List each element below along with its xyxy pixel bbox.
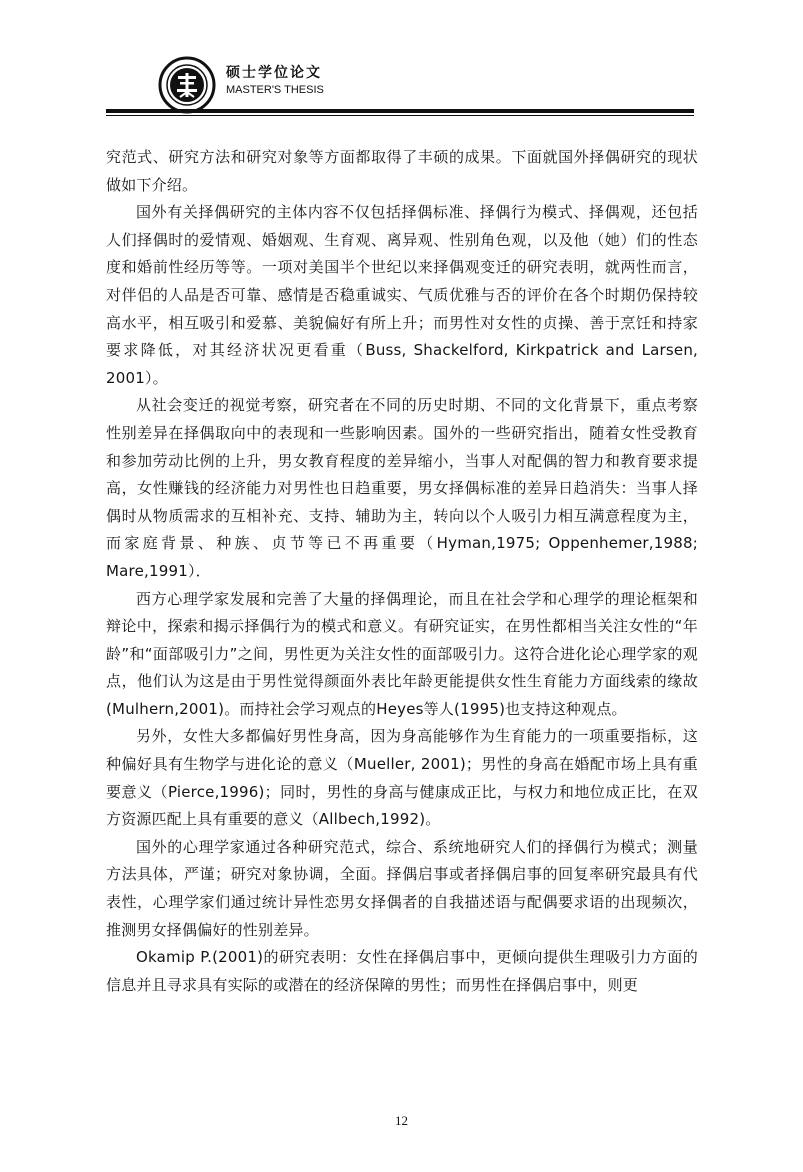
paragraph-4: 西方心理学家发展和完善了大量的择偶理论，而且在社会学和心理学的理论框架和辩论中，探索和揭示择偶行为的模式和意义。有研究证实，在男性都相当关注女性的“年龄”和“面部吸引力”之间，男性更为关注女性的面部吸引力。这符合进化论心理学家的观点，他们认为这是由于男性觉得颜面外表比年龄更能提供女性生育能力方面线索的缘故(Mulhern,2001)。而持社会学习观点的Heyes等人(1995)也支持这种观点。 — [106, 589, 698, 718]
header-title-en: MASTER'S THESIS — [226, 84, 324, 96]
paragraph-1: 究范式、研究方法和研究对象等方面都取得了丰硕的成果。下面就国外择偶研究的现状做如下介绍。 — [106, 148, 698, 194]
header-title-cn: 硕士学位论文 — [226, 65, 322, 81]
paragraph-3: 从社会变迁的视觉考察，研究者在不同的历史时期、不同的文化背景下，重点考察性别差异在择偶取向中的表现和一些影响因素。国外的一些研究指出，随着女性受教育和参加劳动比例的上升，男女教育程度的差异缩小，当事人对配偶的智力和教育要求提高，女性赚钱的经济能力对男性也日趋重要，男女择偶标准的差异日趋消失：当事人择偶时从物质需求的互相补充、支持、辅助为主，转向以个人吸引力相互满意程度为主，而家庭背景、种族、贞节等已不再重要（Hyman,1975; Oppenhemer,1988; Mare,1991）． — [106, 396, 698, 580]
university-seal-icon — [158, 56, 216, 114]
header-divider-thick — [106, 109, 694, 113]
paragraph-6: 国外的心理学家通过各种研究范式，综合、系统地研究人们的择偶行为模式；测量方法具体，严谨；研究对象协调，全面。择偶启事或者择偶启事的回复率研究最具有代表性，心理学家们通过统计异性恋男女择偶者的自我描述语与配偶要求语的出现频次，推测男女择偶偏好的性别差异。 — [106, 837, 698, 939]
thesis-body — [106, 144, 698, 999]
paragraph-7: Okamip P.(2001)的研究表明：女性在择偶启事中，更倾向提供生理吸引力方面的信息并且寻求具有实际的或潜在的经济保障的男性；而男性在择偶启事中，则更 — [106, 948, 698, 994]
header-divider-thin — [106, 115, 694, 116]
page-number: 12 — [395, 1113, 408, 1128]
paragraph-2: 国外有关择偶研究的主体内容不仅包括择偶标准、择偶行为模式、择偶观，还包括人们择偶时的爱情观、婚姻观、生育观、离异观、性别角色观，以及他（她）们的性态度和婚前性经历等等。一项对美国半个世纪以来择偶观变迁的研究表明，就两性而言，对伴侣的人品是否可靠、感情是否稳重诚实、气质优雅与否的评价在各个时期仍保持较高水平，相互吸引和爱慕、美貌偏好有所上升；而男性对女性的贞操、善于烹饪和持家要求降低，对其经济状况更看重（Buss, Shackelford, Kirkpatrick and Larsen, 2001）。 — [106, 203, 698, 387]
paragraph-5: 另外，女性大多都偏好男性身高，因为身高能够作为生育能力的一项重要指标，这种偏好具有生物学与进化论的意义（Mueller, 2001)；男性的身高在婚配市场上具有重要意义（Pierce,1996)；同时，男性的身高与健康成正比，与权力和地位成正比，在双方资源匹配上具有重要的意义（Allbech,1992)。 — [106, 727, 698, 829]
